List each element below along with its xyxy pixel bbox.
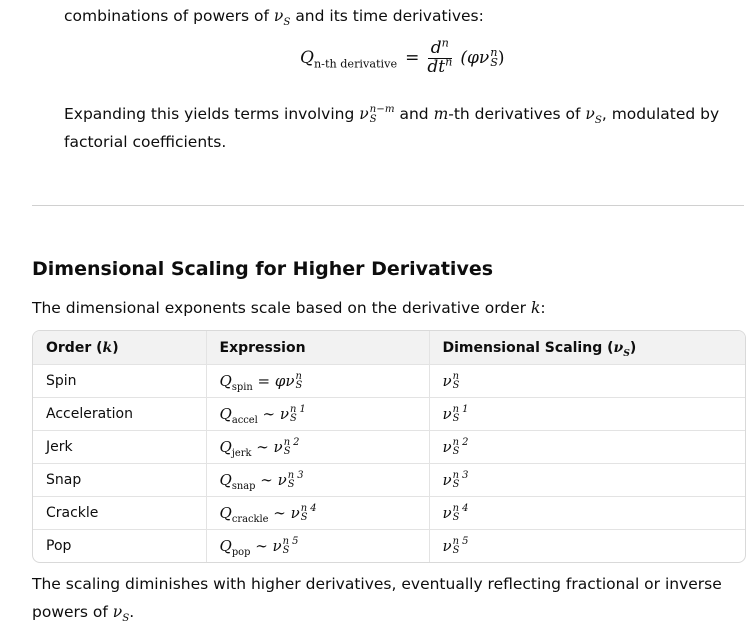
equation-equals: = (405, 48, 420, 69)
row-scaling: ν n 3 S (429, 464, 745, 497)
expand-var: ν n−m S (359, 104, 395, 125)
row-order: Pop (33, 530, 206, 563)
table-header-row (33, 331, 745, 365)
intro-text: combinations of powers of (64, 7, 269, 25)
header-expression: Expression (206, 331, 429, 365)
table-row (33, 530, 745, 563)
row-order: Spin (33, 365, 206, 398)
scaling-table (32, 330, 746, 563)
row-scaling: ν n 2 S (429, 431, 745, 464)
row-order: Snap (33, 464, 206, 497)
section-heading: Dimensional Scaling for Higher Derivatives (32, 258, 494, 280)
row-expression: $Q_{accel}$ ∼ ν n 1 S (206, 398, 429, 431)
row-order: Crackle (33, 497, 206, 530)
intro-paragraph (64, 2, 484, 30)
section-divider (32, 205, 744, 206)
lead-paragraph: The dimensional exponents scale based on the derivative order k: (32, 299, 546, 317)
row-scaling: ν n S (429, 365, 745, 398)
row-expression: $Q_{crackle}$ ∼ ν n 4 S (206, 497, 429, 530)
expansion-paragraph: Expanding this yields terms involving ν n−m S and m-th derivatives of $\nu_S$, modulated by factorial coefficients. (64, 104, 720, 151)
derivative-fraction: $\frac{d^n}{dt^n}$ (427, 36, 453, 77)
closing-paragraph: The scaling diminishes with higher derivatives, eventually reflecting fractional or inverse powers of $\nu_S$. (32, 575, 722, 625)
row-scaling: ν n 4 S (429, 497, 745, 530)
header-order: Order (k) (33, 331, 206, 365)
equation-lhs: $Q_{n-th derivative}$ (300, 48, 398, 71)
row-expression: $Q_{pop}$ ∼ ν n 5 S (206, 530, 429, 563)
row-expression: $Q_{spin} = \varphi\nu$ n S (206, 365, 429, 398)
intro-text-2: and its time derivatives: (295, 7, 484, 25)
row-scaling: ν n 1 S (429, 398, 745, 431)
row-expression: $Q_{jerk}$ ∼ ν n 2 S (206, 431, 429, 464)
table-row (33, 431, 745, 464)
row-order: Acceleration (33, 398, 206, 431)
derivative-equation (300, 36, 505, 77)
table-row (33, 497, 745, 530)
row-scaling: ν n 5 S (429, 530, 745, 563)
table-row (33, 398, 745, 431)
equation-rhs: (φν n S ) (460, 45, 505, 70)
row-expression: $Q_{snap}$ ∼ ν n 3 S (206, 464, 429, 497)
row-order: Jerk (33, 431, 206, 464)
table-row (33, 464, 745, 497)
intro-var: $\nu_S$ (273, 7, 291, 29)
table-row (33, 365, 745, 398)
header-scaling: Dimensional Scaling $(\nu_S)$ (429, 331, 745, 365)
